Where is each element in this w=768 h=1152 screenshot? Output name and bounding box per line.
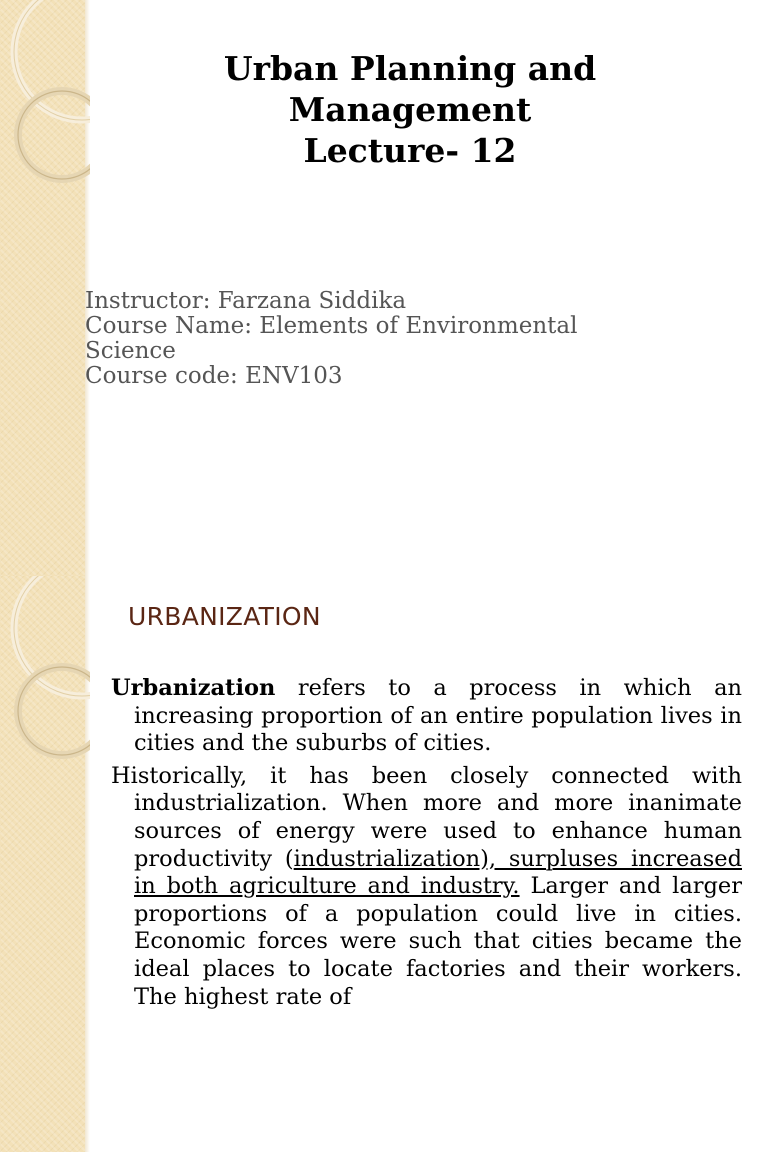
ring-ornament-icon [0, 576, 90, 776]
title-line: Urban Planning and [223, 49, 597, 88]
underlined-text: industrialization), surpluses increased in both agriculture and industry. [134, 845, 742, 900]
instructor-line: Instructor: Farzana Siddika [85, 288, 407, 314]
bold-term: Urbanization [111, 675, 276, 701]
slide-title-heading [140, 48, 680, 171]
course-info [85, 289, 705, 389]
section-heading: URBANIZATION [128, 602, 321, 631]
course-name-line-cont: Science [85, 338, 176, 364]
definition-text: refers to a process in which an increasing proportion of an entire population lives in cities and the suburbs of cities. [134, 675, 742, 757]
course-code-line: Course code: ENV103 [85, 363, 343, 389]
body-text [111, 675, 742, 1016]
history-paragraph [111, 763, 742, 1011]
course-name-line: Course Name: Elements of Environmental [85, 313, 578, 339]
definition-paragraph [111, 675, 742, 758]
title-line: Lecture- 12 [303, 131, 517, 170]
history-text: Historically, it has been closely connected with industrialization. When more and more inanimate sources of energy were used to enhance human productivity ( [111, 762, 742, 872]
ring-ornament-icon [0, 0, 90, 200]
title-line: Management [288, 90, 532, 129]
history-text-cont: Larger and larger proportions of a population could live in cities. Economic forces were such that cities became the ideal places to locate factories and their workers. The highest rate of [134, 873, 742, 1010]
